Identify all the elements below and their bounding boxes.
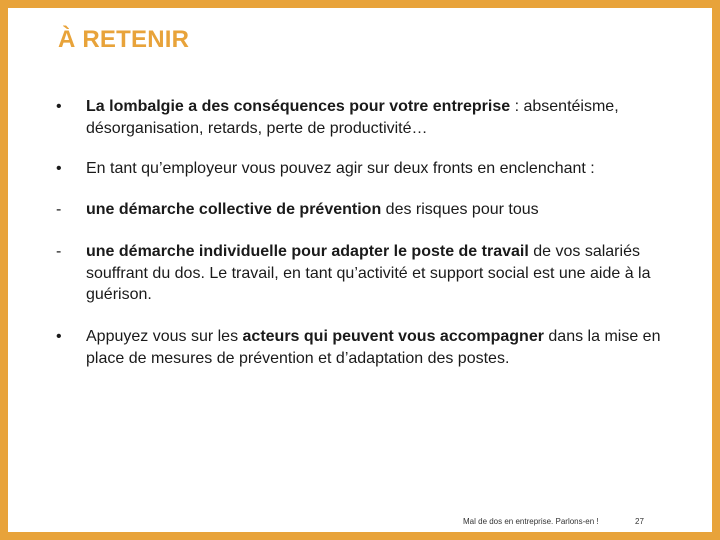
bullet-bold-text: acteurs qui peuvent vous accompagner	[242, 328, 544, 345]
bullet-plain-text: dans la mise en place de mesures de prévention et d’adaptation des postes.	[86, 328, 661, 367]
dash-text	[86, 199, 686, 221]
bullet-plain-text: Appuyez vous sur les	[86, 328, 243, 345]
dash-text	[86, 241, 686, 306]
footer-text: Mal de dos en entreprise. Parlons-en !	[463, 517, 599, 526]
bullet-plain-text: : absentéisme, désorganisation, retards, perte de productivité…	[86, 98, 619, 137]
bullet-marker: •	[56, 98, 62, 115]
slide-title: À RETENIR	[58, 26, 190, 53]
dash-marker: -	[56, 201, 62, 218]
dash-item-individuelle	[56, 241, 686, 306]
bullet-bold-text: La lombalgie a des conséquences pour votre entreprise	[86, 98, 511, 115]
dash-plain-text: de vos salariés souffrant du dos. Le travail, en tant qu’activité et support social est une aide à la guérison.	[86, 243, 651, 303]
dash-bold-text: une démarche individuelle pour adapter le poste de travail	[86, 243, 529, 260]
bullet-item-employeur	[56, 158, 686, 180]
bullet-text: En tant qu’employeur vous pouvez agir sur deux fronts en enclenchant :	[86, 160, 595, 177]
bullet-text	[86, 96, 686, 139]
dash-marker: -	[56, 243, 62, 260]
dash-item-collective	[56, 199, 686, 221]
bullet-marker: •	[56, 160, 62, 177]
bullet-item-acteurs	[56, 326, 686, 369]
dash-plain-text: des risques pour tous	[381, 201, 539, 218]
bullet-item-lombalgie	[56, 96, 686, 139]
page-number: 27	[635, 517, 644, 526]
bullet-text	[86, 326, 686, 369]
bullet-marker: •	[56, 328, 62, 345]
dash-bold-text: une démarche collective de prévention	[86, 201, 382, 218]
